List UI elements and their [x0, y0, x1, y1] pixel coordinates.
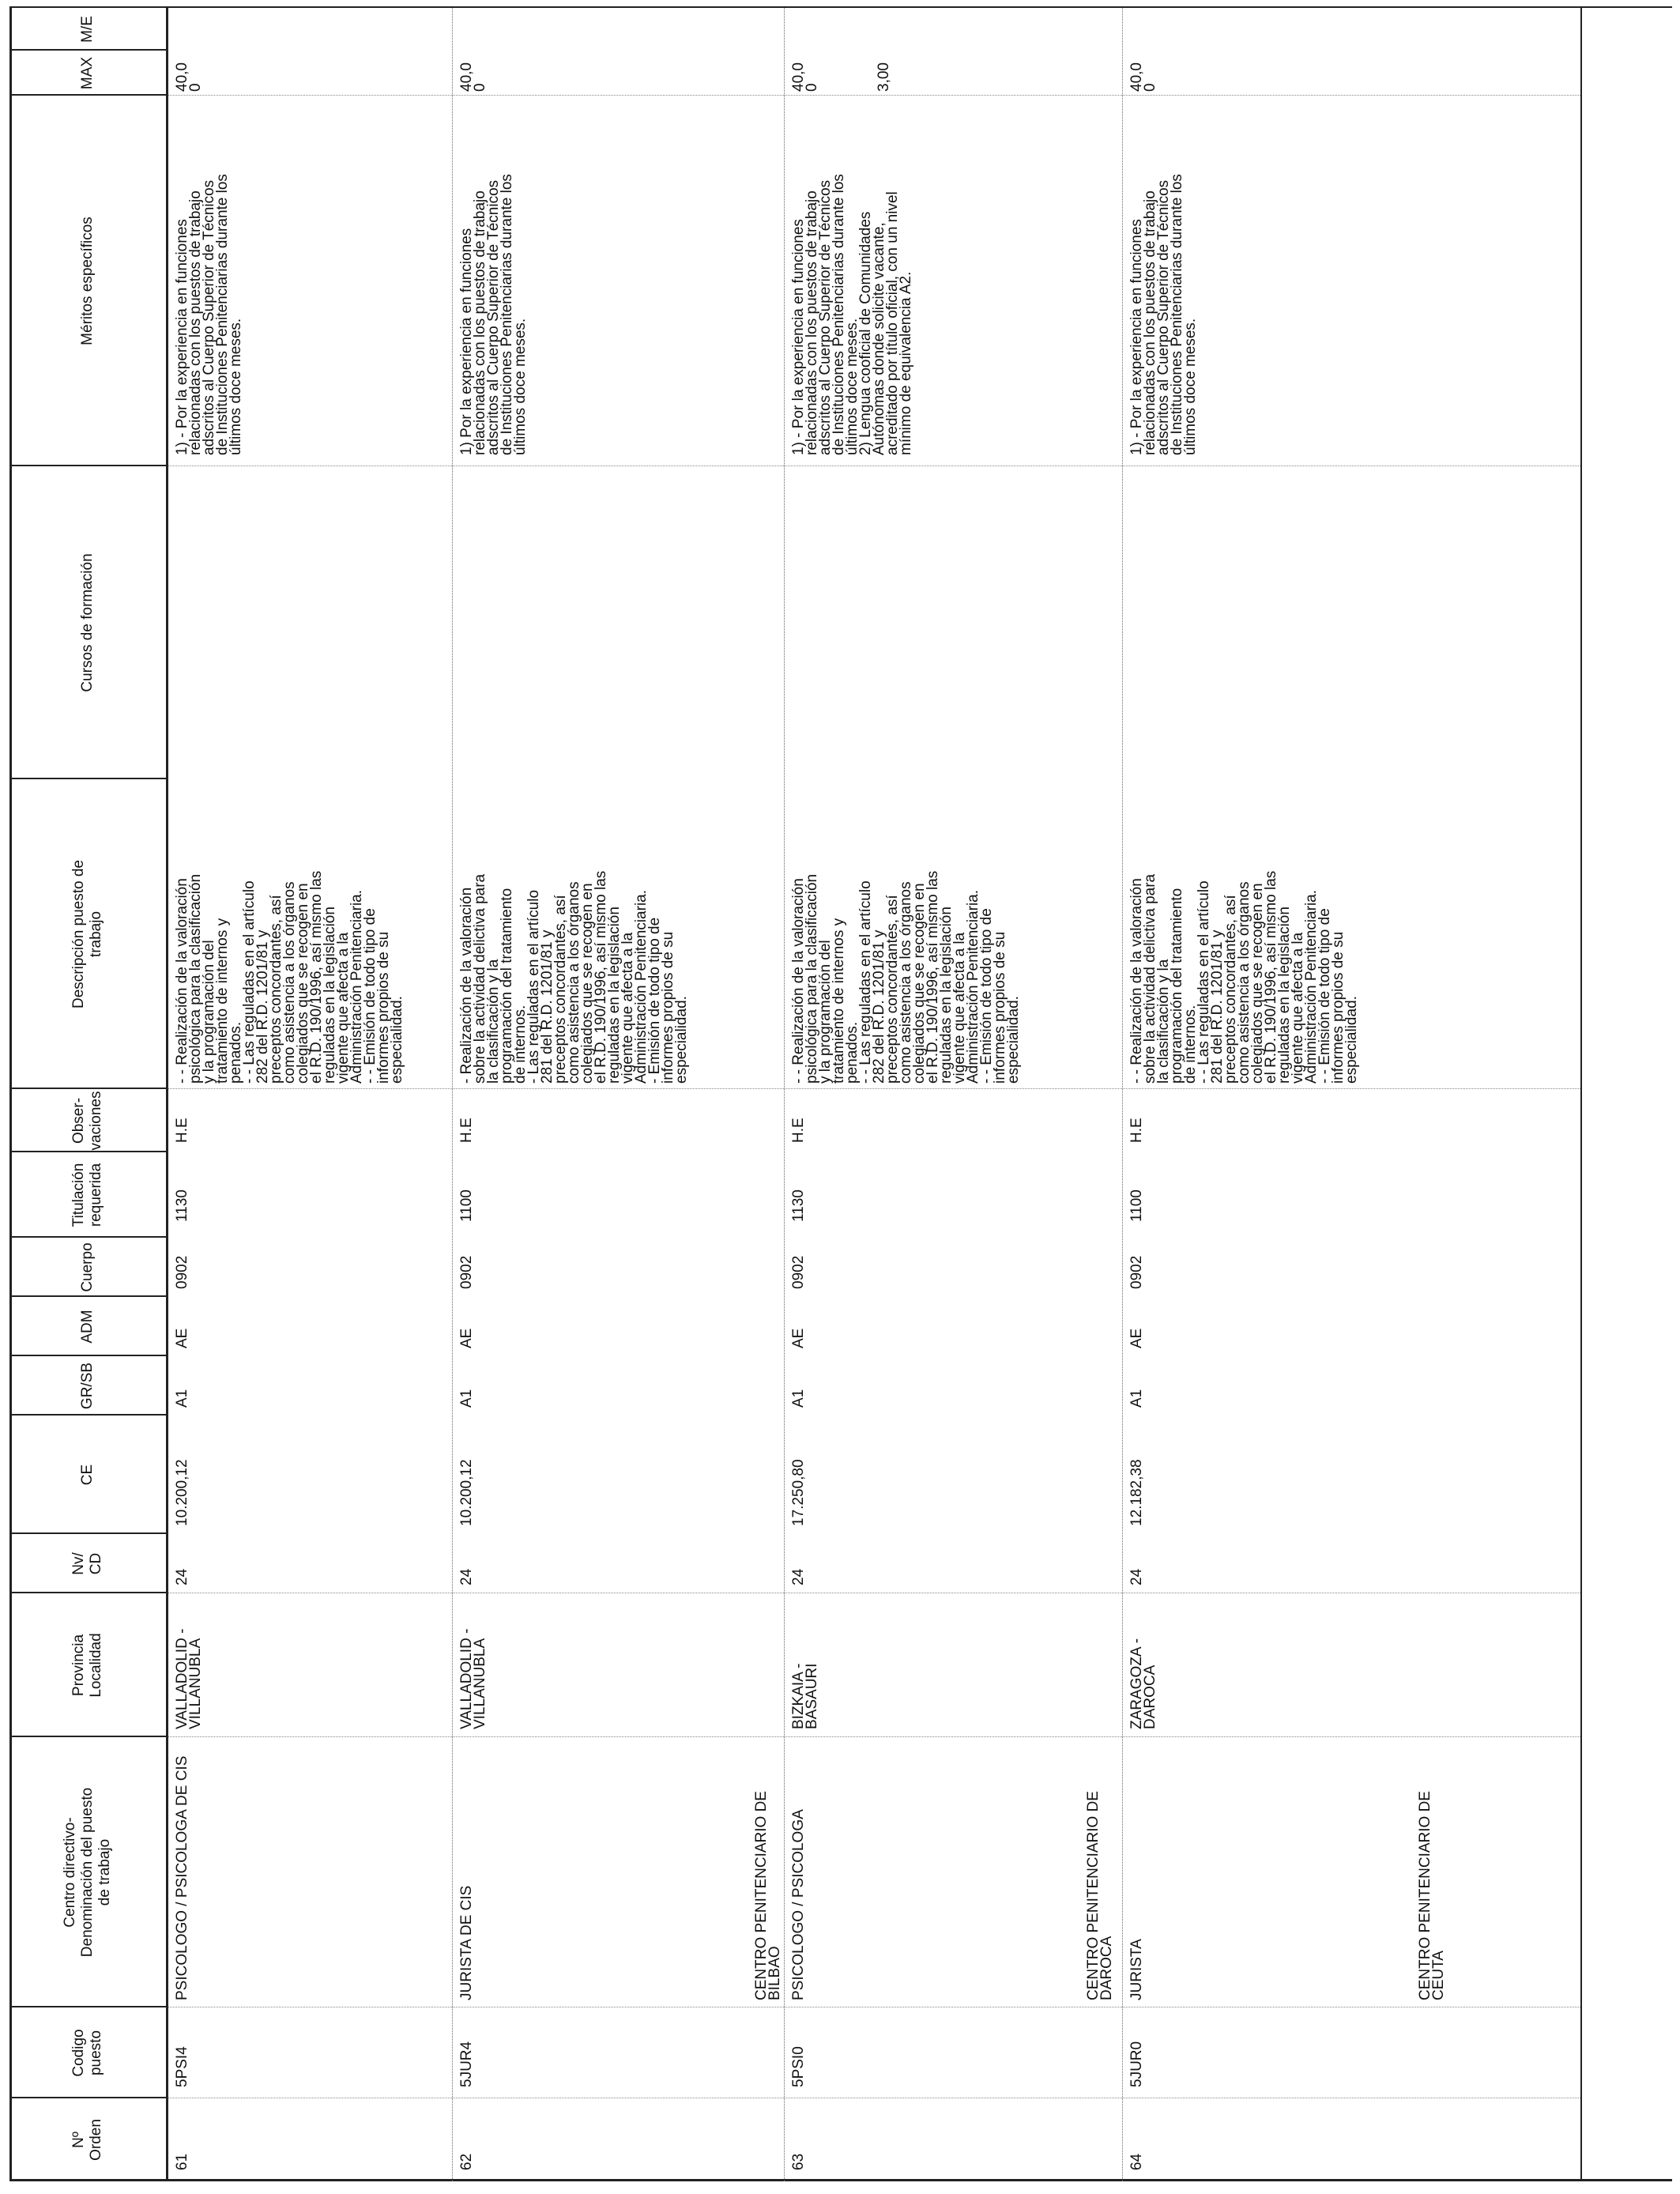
row-cuerpo: 0902: [790, 1255, 807, 1289]
row-adm: AE: [174, 1328, 190, 1348]
header-titulacion: Titulación requerida: [70, 1163, 104, 1227]
header-me: M/E: [79, 16, 96, 43]
row-meritos: 1) - Por la experiencia en funciones relacionadas con los puestos de trabajo adscritos al Cuerpo Superior de Técnicos de Instituciones Penitenciarias durante los últimos doce meses.: [1128, 174, 1199, 455]
row-grsb: A1: [458, 1389, 475, 1408]
row-nivel: 24: [790, 1568, 807, 1585]
row-descripcion: - - Realización de la valoración sobre la actividad delictiva para la clasificación y la programación del tratamiento de internos. - - Las reguladas en el artículo 281 del R.D. 1201/81 y preceptos concordantes, así como asistencia a los órganos colegiados que se recogen en el R.D. 190/1996, así mismo las reguladas en la legislación vigente que afecta a la Administración Penitenciaria. - - Emisión de todo tipo de informes propios de su especialidad.: [1128, 870, 1360, 1084]
row-max: 40,0 0: [790, 62, 820, 92]
centro-directivo-footer: CENTRO PENITENCIARIO DE CEUTA: [1417, 1791, 1447, 2000]
row-max: 40,0 0: [458, 62, 488, 92]
row-max: 40,0 0: [174, 62, 204, 92]
row-codigo: 5JUR4: [458, 2041, 475, 2087]
centro-directivo-header: CENTRO PENITENCIARIO DE DAROCA: [1085, 1791, 1115, 2000]
row-meritos: 1) - Por la experiencia en funciones relacionadas con los puestos de trabajo adscritos al Cuerpo Superior de Técnicos de Instituciones Penitenciarias durante los últimos doce meses. 2) Lengua cooficial de Comunidades Autónomas donde solicite vacante, acreditado por título oficial, con un nivel mínimo de equivalencia A2.: [790, 174, 914, 455]
row-denominacion: JURISTA DE CIS: [458, 1885, 475, 2000]
row-cuerpo: 0902: [1128, 1255, 1145, 1289]
row-provincia: BIZKAIA - BASAURI: [790, 1663, 820, 1729]
body-guide-5: [168, 1088, 1580, 1089]
row-descripcion: - Realización de la valoración sobre la actividad delictiva para la clasificación y la programación del tratamiento de internos. - Las reguladas en el artículo 281 del R.D. 1201/81 y preceptos concordantes, así como asistencia a los órganos colegiados que se recogen en el R.D. 190/1996, así mismo las reguladas en la legislación vigente que afecta a la Administración Penitenciaria. - Emisión de todo tipo de informes propios de su especialidad.: [458, 870, 690, 1084]
row-max-second: 3,00: [876, 62, 892, 92]
row-separator: [1122, 8, 1123, 2181]
header-orden: Nº Orden: [70, 2119, 104, 2161]
header-cuerpo: Cuerpo: [79, 1242, 96, 1292]
row-titulacion: 1100: [1128, 1189, 1145, 1222]
row-max: 40,0 0: [1128, 62, 1158, 92]
row-grsb: A1: [1128, 1389, 1145, 1408]
row-adm: AE: [790, 1328, 807, 1348]
body-guide-7: [168, 95, 1580, 96]
row-adm: AE: [458, 1328, 475, 1348]
header-codigo: Codigo puesto: [70, 2029, 104, 2077]
row-titulacion: 1130: [174, 1189, 190, 1222]
row-provincia: VALLADOLID - VILLANUBLA: [174, 1628, 204, 1729]
row-orden: 62: [458, 2153, 475, 2170]
header-provincia: Provincia Localidad: [70, 1633, 104, 1698]
row-meritos: 1) Por la experiencia en funciones relacionadas con los puestos de trabajo adscritos al Cuerpo Superior de Técnicos de Instituciones Penitenciarias durante los últimos doce meses.: [458, 174, 529, 455]
row-descripcion: - - Realización de la valoración psicológica para la clasificación y la programación del tratamiento de internos y penados. - - Las reguladas en el artículo 282 del R.D. 1201/81 y preceptos concordantes, así como asistencia a los órganos colegiados que se recogen en el R.D. 190/1996, así mismo las reguladas en la legislación vigente que afecta a la Administración Penitenciaria. - - Emisión de todo tipo de informes propios de su especialidad.: [790, 870, 1022, 1084]
row-separator: [784, 8, 785, 2181]
table-left-border: [9, 2179, 1672, 2181]
row-provincia: ZARAGOZA - DAROCA: [1128, 1638, 1158, 1729]
row-ce: 10.200,12: [174, 1459, 190, 1526]
row-meritos: 1) - Por la experiencia en funciones relacionadas con los puestos de trabajo adscritos al Cuerpo Superior de Técnicos de Instituciones Penitenciarias durante los últimos doce meses.: [174, 174, 244, 455]
header-adm: ADM: [79, 1310, 96, 1344]
row-grsb: A1: [790, 1389, 807, 1408]
row-ce: 10.200,12: [458, 1459, 475, 1526]
header-centro: Centro directivo- Denominación del puesto de trabajo: [62, 1787, 113, 1958]
row-observaciones: H.E: [458, 1118, 475, 1143]
row-titulacion: 1130: [790, 1189, 807, 1222]
header-meritos: Méritos específicos: [79, 217, 96, 345]
row-codigo: 5JUR0: [1128, 2041, 1145, 2087]
header-nivel: Nv/ CD: [70, 1552, 104, 1575]
row-nivel: 24: [458, 1568, 475, 1585]
header-separator: [166, 6, 168, 2181]
body-guide-3: [168, 1736, 1580, 1737]
row-codigo: 5PSI4: [174, 2046, 190, 2087]
row-codigo: 5PSI0: [790, 2046, 807, 2087]
header-observaciones: Obser- vaciones: [70, 1091, 104, 1151]
row-observaciones: H.E: [1128, 1118, 1145, 1143]
row-grsb: A1: [174, 1389, 190, 1408]
row-orden: 61: [174, 2153, 190, 2170]
row-separator: [452, 8, 453, 2181]
row-denominacion: PSICOLOGO / PSICOLOGA DE CIS: [174, 1755, 190, 2000]
row-observaciones: H.E: [174, 1118, 190, 1143]
row-nivel: 24: [174, 1568, 190, 1585]
row-cuerpo: 0902: [458, 1255, 475, 1289]
row-descripcion: - - Realización de la valoración psicológica para la clasificación y la programación del tratamiento de internos y penados. - - Las reguladas en el artículo 282 del R.D. 1201/81 y preceptos concordantes, así como asistencia a los órganos colegiados que se recogen en el R.D. 190/1996, así mismo las reguladas en la legislación vigente que afecta a la Administración Penitenciaria. - - Emisión de todo tipo de informes propios de su especialidad.: [174, 870, 405, 1084]
row-ce: 17.250,80: [790, 1459, 807, 1526]
row-titulacion: 1100: [458, 1189, 475, 1222]
row-orden: 64: [1128, 2153, 1145, 2170]
row-observaciones: H.E: [790, 1118, 807, 1143]
row-ce: 12.182,38: [1128, 1459, 1145, 1526]
row-adm: AE: [1128, 1328, 1145, 1348]
centro-directivo-header: CENTRO PENITENCIARIO DE BILBAO: [753, 1791, 783, 2000]
row-provincia: VALLADOLID - VILLANUBLA: [458, 1628, 488, 1729]
header-cursos: Cursos de formación: [79, 553, 96, 692]
row-denominacion: PSICOLOGO / PSICOLOGA: [790, 1809, 807, 2000]
header-descripcion: Descripción puesto de trabajo: [70, 860, 104, 1008]
row-orden: 63: [790, 2153, 807, 2170]
header-max: MAX: [79, 56, 96, 90]
header-grsb: GR/SB: [79, 1362, 96, 1410]
row-cuerpo: 0902: [174, 1255, 190, 1289]
table-right-border: [9, 6, 1672, 8]
header-ce: CE: [79, 1464, 96, 1486]
row-nivel: 24: [1128, 1568, 1145, 1585]
row-denominacion: JURISTA: [1128, 1939, 1145, 2000]
table-bottom-border: [1580, 6, 1582, 2181]
